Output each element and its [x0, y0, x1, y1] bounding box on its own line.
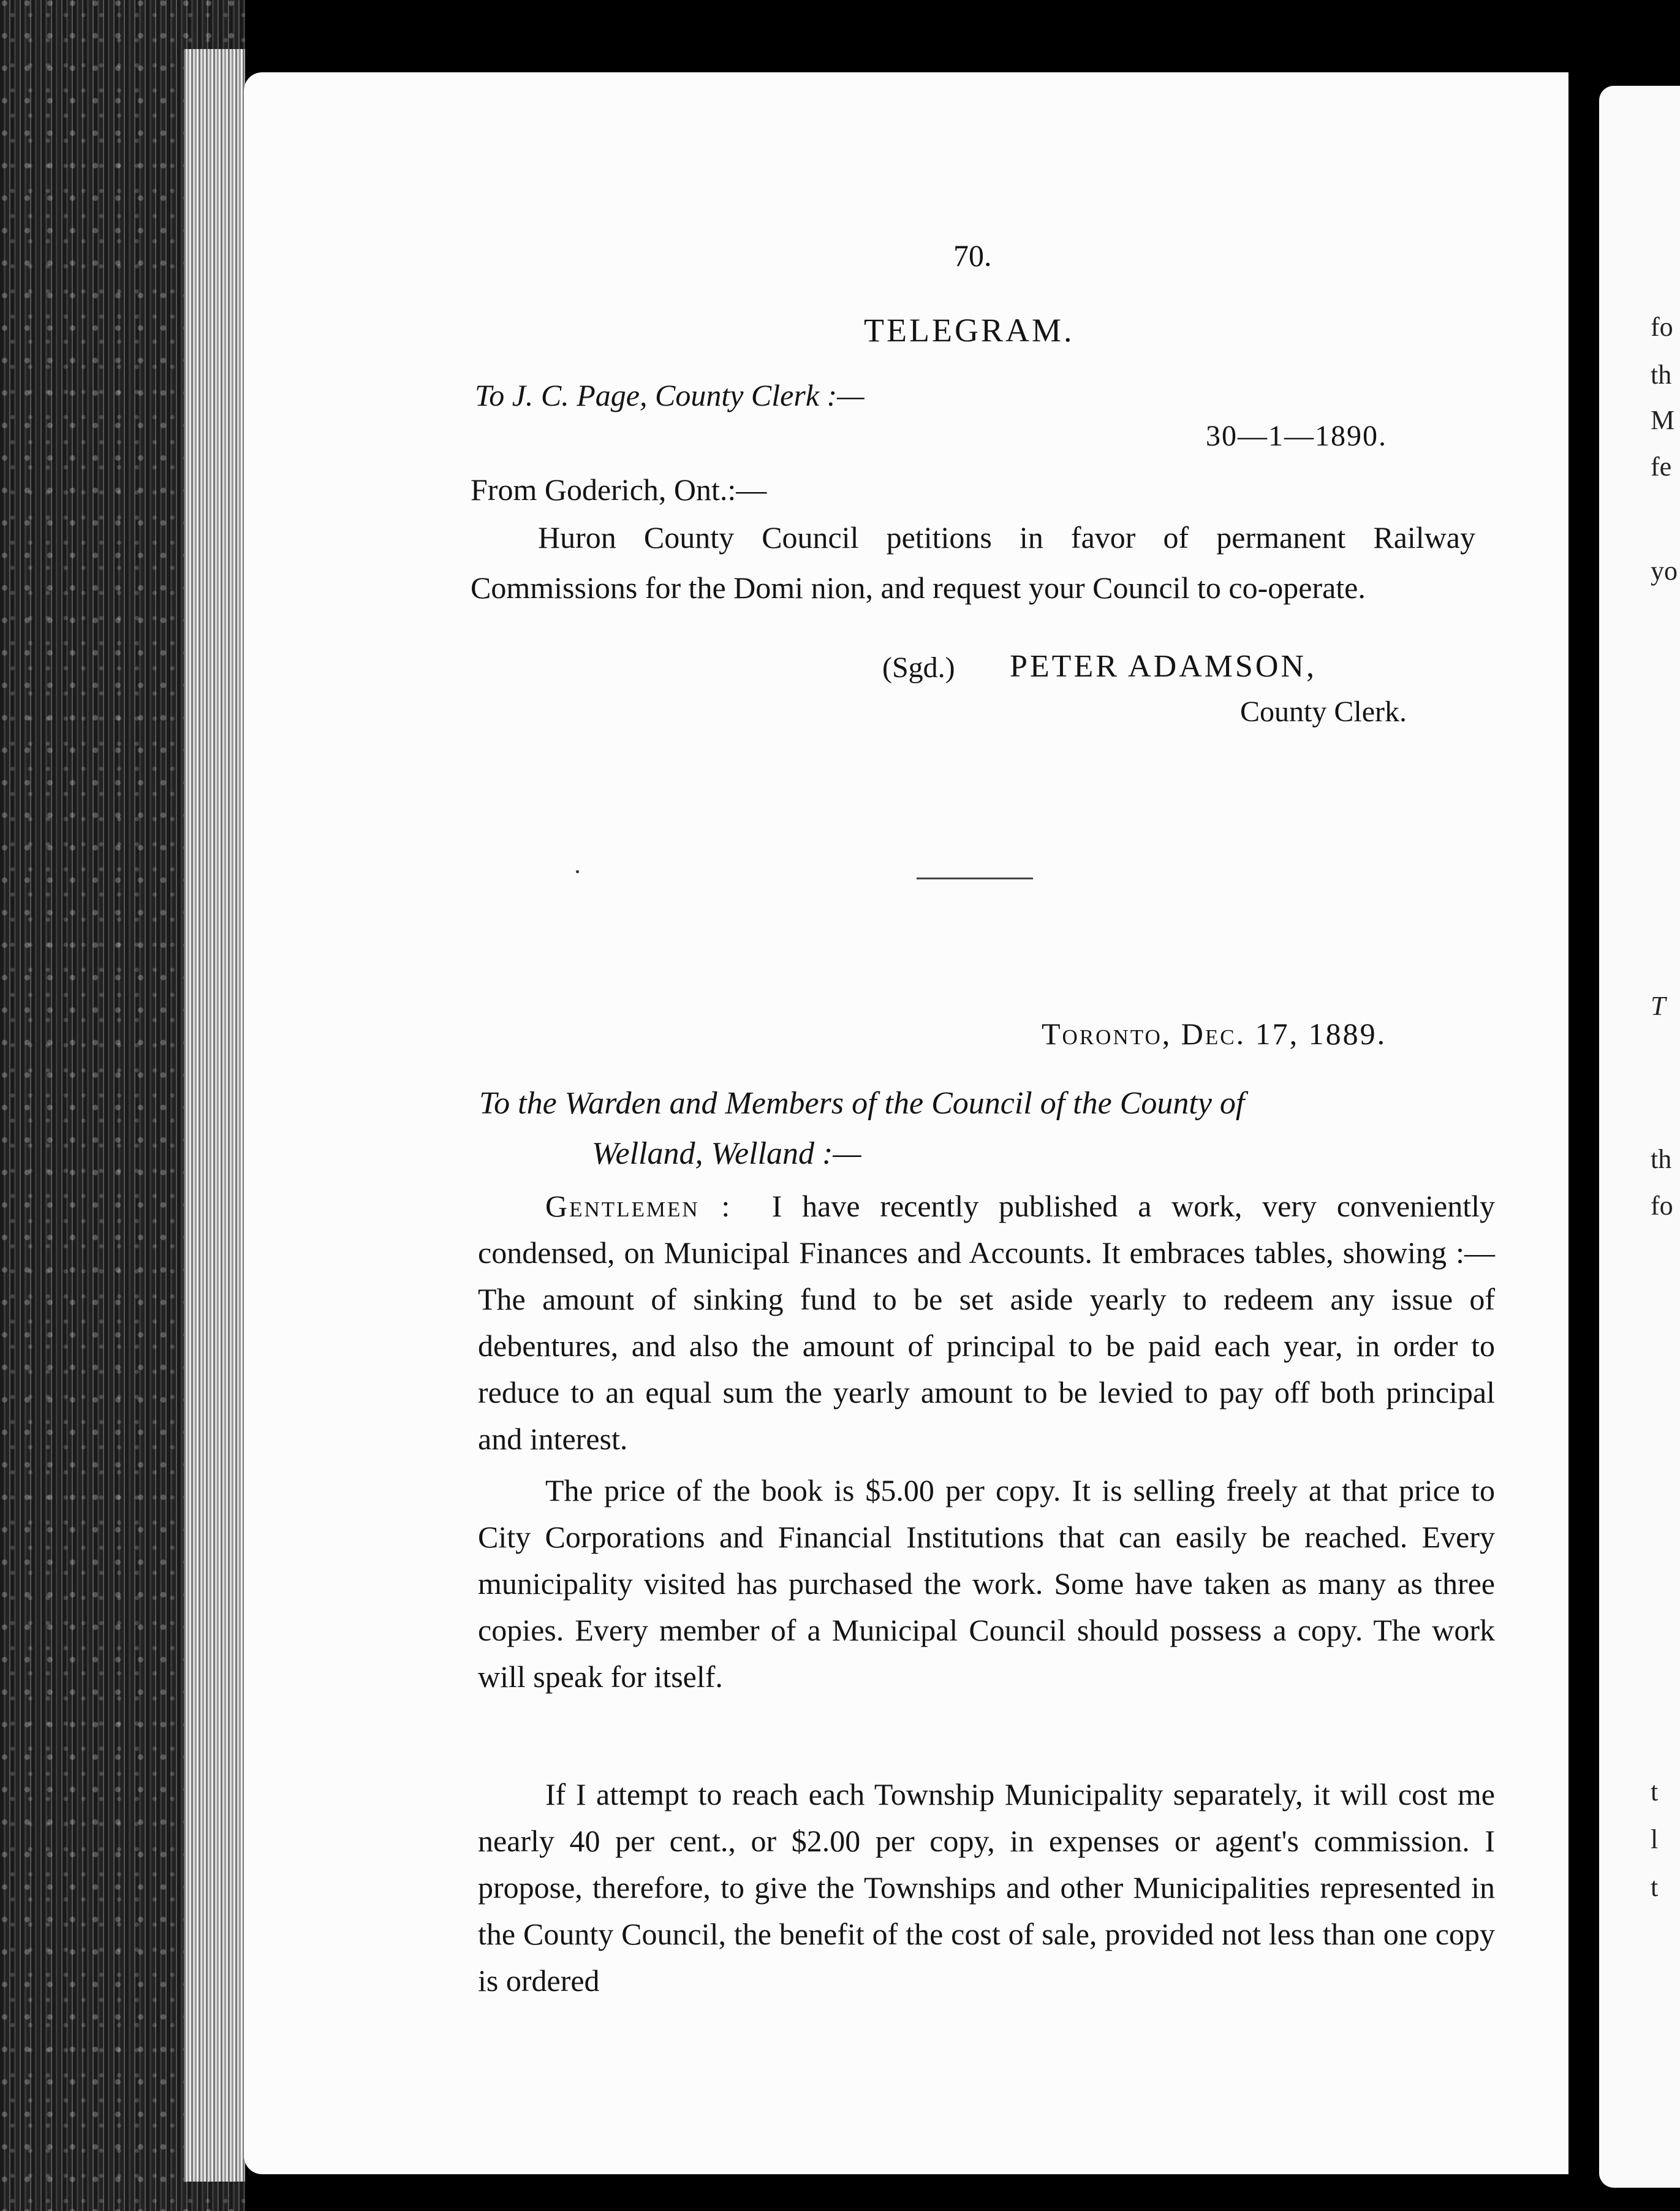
adjacent-page-fragment: l	[1651, 1824, 1659, 1854]
adjacent-page-fragment: fe	[1651, 452, 1672, 482]
telegram-date: 30—1—1890.	[1206, 420, 1387, 452]
telegram-origin: From Goderich, Ont.:—	[471, 472, 767, 507]
adjacent-page-fragment: fo	[1651, 312, 1673, 342]
letter-salutation	[479, 1079, 1496, 1179]
adjacent-page-fragment: M	[1651, 405, 1675, 435]
salutation-line-2: Welland, Welland :—	[592, 1136, 861, 1171]
adjacent-page-fragment: t	[1651, 1777, 1659, 1807]
paragraph-1-text: I have recently published a work, very conveniently condensed, on Municipal Finances and Accounts. It embraces tables, showing :—The amount of sinking fund to be set aside yearly to redeem any issue of debentures, and also the amount of principal to be paid each year, in order to reduce to an equal sum the yearly amount to be levied to pay off both principal and interest.	[478, 1189, 1495, 1456]
adjacent-page-fragment: th	[1651, 1144, 1672, 1174]
letter-paragraph-3: If I attempt to reach each Township Municipality separately, it will cost me nearly 40 per cent., or $2.00 per copy, in expenses or agent's commission. I propose, therefore, to give the Townships and other Municipalities represented in the County Council, the benefit of the cost of sale, provided not less than one copy is ordered	[478, 1777, 1495, 1998]
telegram-body: Huron County Council petitions in favor of permanent Railway Commissions for the Domi nion, and request your Council to co-operate.	[471, 520, 1475, 605]
section-divider	[917, 878, 1033, 879]
telegram-heading: TELEGRAM.	[864, 312, 1075, 349]
page-number: 70.	[953, 238, 992, 273]
letter-place-date: Toronto, Dec. 17, 1889.	[1042, 1017, 1387, 1051]
adjacent-page-fragment: th	[1651, 360, 1672, 390]
page-edge-leaves	[184, 49, 245, 2182]
telegram-recipient: To J. C. Page, County Clerk :—	[475, 378, 865, 412]
letter-paragraph-1	[478, 1183, 1495, 1462]
adjacent-page-fragment: t	[1651, 1872, 1659, 1902]
adjacent-page-fragment: fo	[1651, 1191, 1673, 1221]
signer-name: PETER ADAMSON,	[1010, 649, 1317, 684]
signer-title: County Clerk.	[1240, 696, 1407, 728]
adjacent-page-fragment: T	[1651, 991, 1666, 1021]
letter-greeting: Gentlemen :	[545, 1189, 732, 1223]
adjacent-page	[1599, 86, 1680, 2188]
adjacent-page-fragment: yo	[1651, 556, 1678, 586]
salutation-line-1: To the Warden and Members of the Council of the County of	[479, 1086, 1245, 1121]
printer-speck	[576, 870, 579, 873]
signed-label: (Sgd.)	[882, 651, 955, 684]
letter-paragraph-2: The price of the book is $5.00 per copy. It is selling freely at that price to City Corporations and Financial Institutions that can easily be reached. Every municipality visited has purchased the work. Some have taken as many as three copies. Every member of a Municipal Council should possess a copy. The work will speak for itself.	[478, 1473, 1495, 1694]
